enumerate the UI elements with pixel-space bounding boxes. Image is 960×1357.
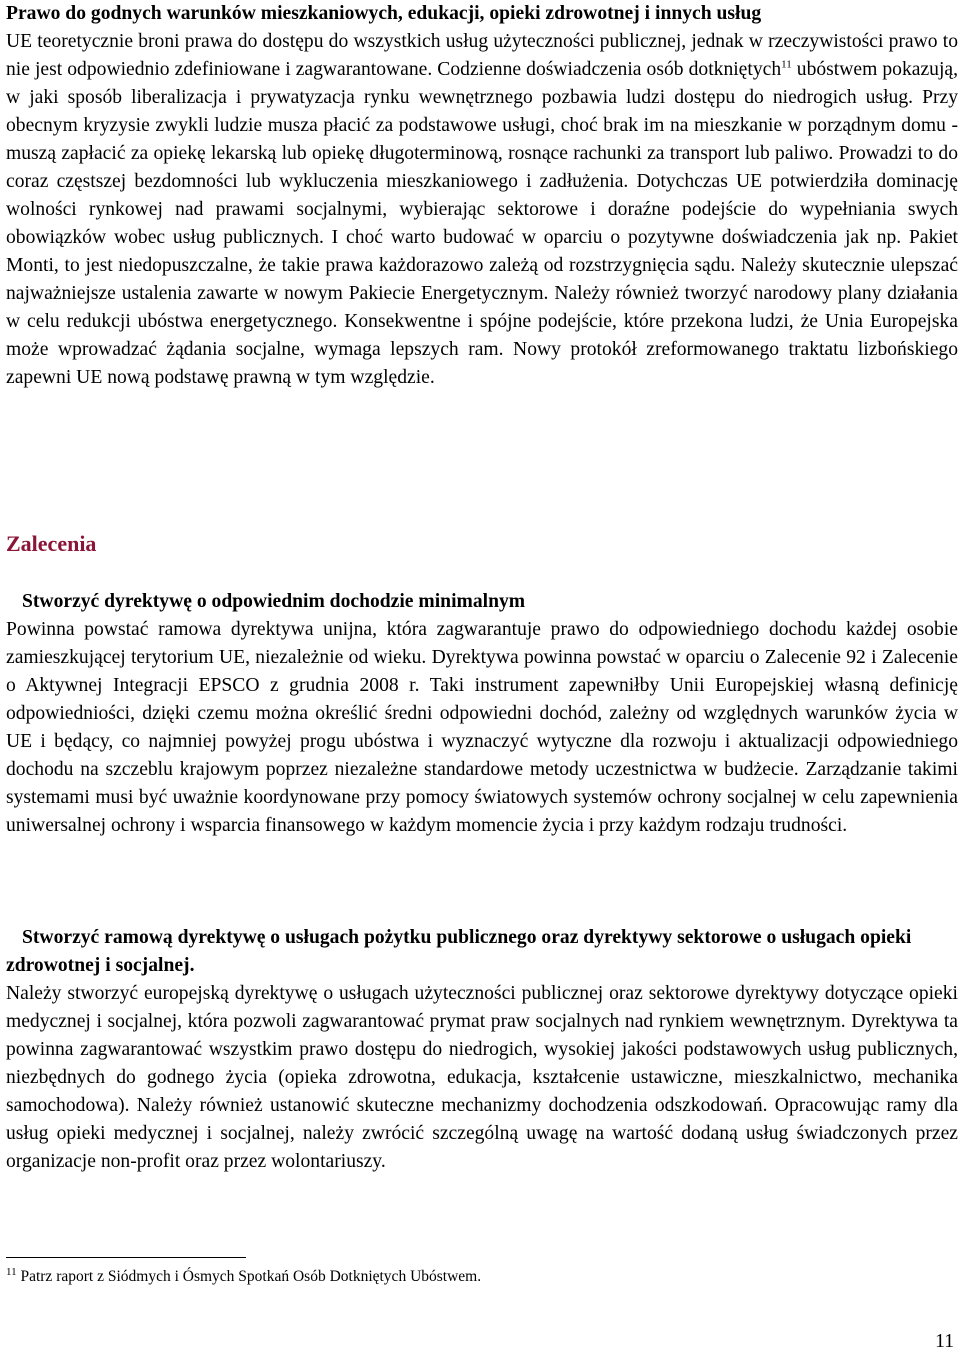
recommendation-title — [6, 588, 958, 616]
recommendation-title-text: Stworzyć dyrektywę o odpowiednim dochodzie minimalnym — [22, 591, 526, 612]
recommendation-1 — [6, 588, 958, 840]
footnote-divider — [6, 1257, 246, 1258]
intro-text-part1: UE teoretycznie broni prawa do dostępu do wszystkich usług użyteczności publicznej, jednak w rzeczywistości prawo to nie jest odpowiednio zdefiniowane i zagwarantowane. Codzienne doświadczenia osób dotkniętych — [6, 31, 958, 80]
recommendation-2 — [6, 924, 958, 1176]
section-heading: Zalecenia — [6, 531, 97, 556]
recommendation-body: Powinna powstać ramowa dyrektywa unijna, która zagwarantuje prawo do odpowiedniego dochodu każdej osobie zamieszkującej terytorium UE, niezależnie od wieku. Dyrektywa powinna powstać w oparciu o Zalecenie 92 i Zalecenie o Aktywnej Integracji EPSCO z grudnia 2008 r. Taki instrument zapewniłby Unii Europejskiej własną definicję odpowiedniości, dzięki czemu można określić średni odpowiedni dochód, zależny od względnych warunków życia w UE i będący, co najmniej powyżej progu ubóstwa i wyznaczyć wytyczne dla rozwoju i aktualizacji odpowiedniego dochodu na szczeblu krajowym poprzez niezależne standardowe metody uczestnictwa w budżecie. Zarządzanie takimi systemami musi być uważnie koordynowane przy pomocy światowych systemów ochrony socjalnej w celu zapewnienia uniwersalnej ochrony i wsparcia finansowego w każdym momencie życia i przy każdym rodzaju trudności. — [6, 619, 958, 836]
intro-section — [6, 0, 958, 392]
recommendation-title — [6, 924, 958, 980]
footnote — [6, 1266, 481, 1288]
footnote-number: 11 — [6, 1265, 17, 1278]
intro-paragraph — [6, 0, 958, 392]
recommendation-body: Należy stworzyć europejską dyrektywę o usługach użyteczności publicznej oraz sektorowe dyrektywy dotyczące opieki medycznej i socjalnej, która pozwoli zagwarantować prymat praw socjalnych nad rynkiem wewnętrznym. Dyrektywa ta powinna zagwarantować wszystkim prawo dostępu do niedrogich, wysokiej jakości podstawowych usług publicznych, niezbędnych do godnego życia (opieka zdrowotna, edukacja, kształcenie ustawiczne, mieszkalnictwo, mechanika samochodowa). Należy również ustanowić skuteczne mechanizmy dochodzenia odszkodowań. Opracowując ramy dla usług opieki medycznej i socjalnej, należy zwrócić szczególną uwagę na wartość dodaną usług świadczonych przez organizacje non-profit oraz przez wolontariuszy. — [6, 983, 958, 1172]
intro-text-part2: ubóstwem pokazują, w jaki sposób liberalizacja i prywatyzacja rynku wewnętrznego pozbawia ludzi dostępu do niedrogich usług. Przy obecnym kryzysie zwykli ludzie musza płacić za podstawowe usługi, choć brak im na mieszkanie w porządnym domu - muszą zapłacić za opiekę lekarską lub opiekę długoterminową, rosnące rachunki za transport lub paliwo. Prowadzi to do coraz częstszej bezdomności lub wykluczenia mieszkaniowego i zadłużenia. Dotychczas UE potwierdziła dominację wolności rynkowej nad prawami socjalnymi, wybierając sektorowe i doraźne podejście do wypełniania swych obowiązków wobec usług publicznych. I choć warto budować w oparciu o pozytywne doświadczenia jak np. Pakiet Monti, to jest niedopuszczalne, że takie prawa każdorazowo zależą od rozstrzygnięcia sądu. Należy skutecznie ulepszać najważniejsze ustalenia zawarte w nowym Pakiecie Energetycznym. Należy również tworzyć narodowy plany działania w celu redukcji ubóstwa energetycznego. Konsekwentne i spójne podejście, które przekona ludzi, że Unia Europejska może wprowadzać żądania socjalne, wymaga lepszych ram. Nowy protokół zreformowanego traktatu lizbońskiego zapewni UE nową podstawę prawną w tym względzie. — [6, 59, 958, 388]
intro-title: Prawo do godnych warunków mieszkaniowych, edukacji, opieki zdrowotnej i innych usług — [6, 3, 762, 24]
recommendation-title-text: Stworzyć ramową dyrektywę o usługach pożytku publicznego oraz dyrektywy sektorowe o usługach opieki zdrowotnej i socjalnej. — [6, 927, 912, 976]
footnote-ref[interactable]: 11 — [781, 58, 792, 71]
document-page — [6, 0, 958, 1285]
page-number: 11 — [935, 1331, 954, 1352]
footnote-text: Patrz raport z Siódmych i Ósmych Spotkań Osób Dotkniętych Ubóstwem. — [16, 1268, 482, 1285]
